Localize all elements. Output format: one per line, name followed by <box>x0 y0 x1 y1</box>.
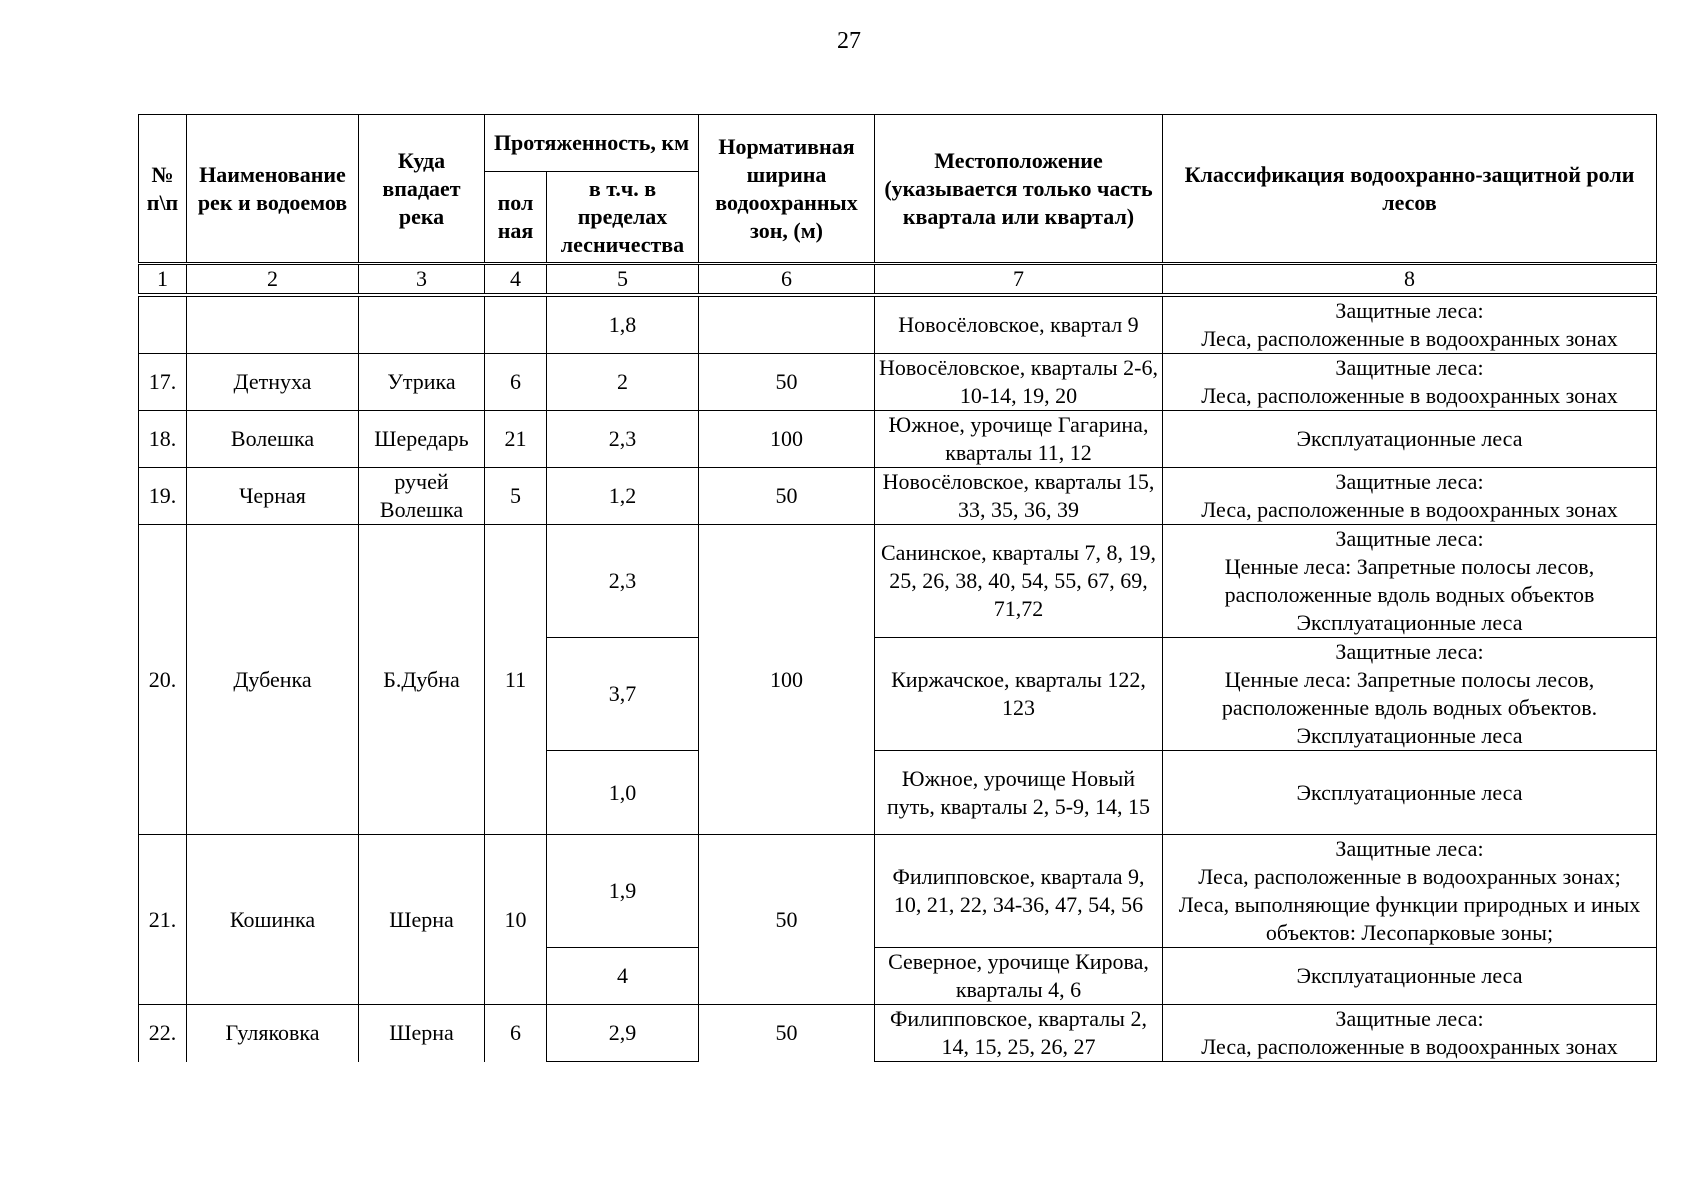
classification-line: Защитные леса: <box>1335 355 1484 380</box>
classification-line: Эксплуатационные леса <box>1296 963 1523 988</box>
zone-width: 50 <box>699 1005 875 1062</box>
location: Северное, урочище Кирова, кварталы 4, 6 <box>875 948 1163 1005</box>
column-number: 5 <box>547 264 699 296</box>
length-full: 5 <box>485 468 547 525</box>
river-name: Детнуха <box>187 354 359 411</box>
classification <box>1163 295 1657 354</box>
flows-into <box>359 295 485 354</box>
flows-into: Шерна <box>359 1005 485 1062</box>
table-row <box>139 525 1657 638</box>
classification <box>1163 411 1657 468</box>
location: Филипповское, кварталы 2, 14, 15, 25, 26, 27 <box>875 1005 1163 1062</box>
zone-width: 50 <box>699 354 875 411</box>
header-classification: Классификация водоохранно-защитной роли лесов <box>1163 115 1657 264</box>
header-length-in-forestry: в т.ч. в пределах лесничества <box>547 172 699 264</box>
flows-into: Шерна <box>359 835 485 1005</box>
length-in-forestry: 4 <box>547 948 699 1005</box>
location: Санинское, кварталы 7, 8, 19, 25, 26, 38, 40, 54, 55, 67, 69, 71,72 <box>875 525 1163 638</box>
water-protection-table <box>138 114 1657 1062</box>
header-number: № п\п <box>139 115 187 264</box>
location: Южное, урочище Гагарина, кварталы 11, 12 <box>875 411 1163 468</box>
column-number: 7 <box>875 264 1163 296</box>
header-flows-into: Куда впадает река <box>359 115 485 264</box>
classification-line: Леса, расположенные в водоохранных зонах <box>1201 1034 1618 1059</box>
river-name: Дубенка <box>187 525 359 835</box>
length-in-forestry: 1,8 <box>547 295 699 354</box>
column-number-row <box>139 264 1657 296</box>
column-number: 3 <box>359 264 485 296</box>
location: Киржачское, кварталы 122, 123 <box>875 638 1163 751</box>
classification <box>1163 638 1657 751</box>
length-full: 6 <box>485 1005 547 1062</box>
table-row <box>139 1005 1657 1062</box>
zone-width: 50 <box>699 835 875 1005</box>
length-in-forestry: 2,3 <box>547 525 699 638</box>
header-width: Нормативная ширина водоохранных зон, (м) <box>699 115 875 264</box>
location: Южное, урочище Новый путь, кварталы 2, 5-9, 14, 15 <box>875 751 1163 835</box>
page-number: 27 <box>837 28 861 54</box>
classification-line: Леса, расположенные в водоохранных зонах <box>1201 383 1618 408</box>
length-in-forestry: 2 <box>547 354 699 411</box>
classification-line: Защитные леса: <box>1335 469 1484 494</box>
length-in-forestry: 1,0 <box>547 751 699 835</box>
column-number: 6 <box>699 264 875 296</box>
header-name: Наименование рек и водоемов <box>187 115 359 264</box>
table-row <box>139 411 1657 468</box>
river-name: Гуляковка <box>187 1005 359 1062</box>
classification-line: Защитные леса: <box>1335 298 1484 323</box>
length-full: 10 <box>485 835 547 1005</box>
length-full: 11 <box>485 525 547 835</box>
classification <box>1163 948 1657 1005</box>
header-length-full: пол ная <box>485 172 547 264</box>
table-row <box>139 835 1657 948</box>
classification <box>1163 525 1657 638</box>
row-number: 20. <box>139 525 187 835</box>
classification-line: Защитные леса: <box>1335 836 1484 861</box>
river-name: Кошинка <box>187 835 359 1005</box>
location: Новосёловское, кварталы 15, 33, 35, 36, 39 <box>875 468 1163 525</box>
zone-width <box>699 295 875 354</box>
column-number: 8 <box>1163 264 1657 296</box>
row-number: 17. <box>139 354 187 411</box>
classification-line: Защитные леса: <box>1335 1006 1484 1031</box>
row-number <box>139 295 187 354</box>
river-name <box>187 295 359 354</box>
classification <box>1163 751 1657 835</box>
length-full: 6 <box>485 354 547 411</box>
flows-into: Шередарь <box>359 411 485 468</box>
column-number: 1 <box>139 264 187 296</box>
row-number: 22. <box>139 1005 187 1062</box>
classification-line: Леса, выполняющие функции природных и иных объектов: Лесопарковые зоны; <box>1178 892 1641 945</box>
zone-width: 100 <box>699 525 875 835</box>
flows-into: ручей Волешка <box>359 468 485 525</box>
classification <box>1163 468 1657 525</box>
length-in-forestry: 2,9 <box>547 1005 699 1062</box>
river-name: Волешка <box>187 411 359 468</box>
classification <box>1163 1005 1657 1062</box>
length-full: 21 <box>485 411 547 468</box>
column-number: 2 <box>187 264 359 296</box>
row-number: 19. <box>139 468 187 525</box>
classification-line: Эксплуатационные леса <box>1296 610 1523 635</box>
classification-line: Защитные леса: <box>1335 639 1484 664</box>
classification-line: Эксплуатационные леса <box>1296 723 1523 748</box>
zone-width: 50 <box>699 468 875 525</box>
classification <box>1163 354 1657 411</box>
row-number: 18. <box>139 411 187 468</box>
classification-line: Эксплуатационные леса <box>1296 779 1523 805</box>
location: Новосёловское, кварталы 2-6, 10-14, 19, 20 <box>875 354 1163 411</box>
flows-into: Б.Дубна <box>359 525 485 835</box>
classification-line: Ценные леса: Запретные полосы лесов, расположенные вдоль водных объектов <box>1224 554 1595 607</box>
river-name: Черная <box>187 468 359 525</box>
classification-line: Леса, расположенные в водоохранных зонах <box>1201 326 1618 351</box>
row-number: 21. <box>139 835 187 1005</box>
location: Филипповское, квартала 9, 10, 21, 22, 34-36, 47, 54, 56 <box>875 835 1163 948</box>
length-in-forestry: 2,3 <box>547 411 699 468</box>
flows-into: Утрика <box>359 354 485 411</box>
table-row <box>139 295 1657 354</box>
column-number: 4 <box>485 264 547 296</box>
classification-line: Леса, расположенные в водоохранных зонах <box>1201 497 1618 522</box>
header-length: Протяженность, км <box>485 115 699 172</box>
location: Новосёловское, квартал 9 <box>875 295 1163 354</box>
classification-line: Леса, расположенные в водоохранных зонах; <box>1198 864 1621 889</box>
length-in-forestry: 1,2 <box>547 468 699 525</box>
classification-line: Эксплуатационные леса <box>1296 426 1523 451</box>
table-row <box>139 354 1657 411</box>
length-in-forestry: 1,9 <box>547 835 699 948</box>
length-in-forestry: 3,7 <box>547 638 699 751</box>
zone-width: 100 <box>699 411 875 468</box>
length-full <box>485 295 547 354</box>
classification-line: Ценные леса: Запретные полосы лесов, расположенные вдоль водных объектов. <box>1221 667 1598 720</box>
table-row <box>139 468 1657 525</box>
header-location: Местоположение (указывается только часть квартала или квартал) <box>875 115 1163 264</box>
classification-line: Защитные леса: <box>1335 526 1484 551</box>
classification <box>1163 835 1657 948</box>
